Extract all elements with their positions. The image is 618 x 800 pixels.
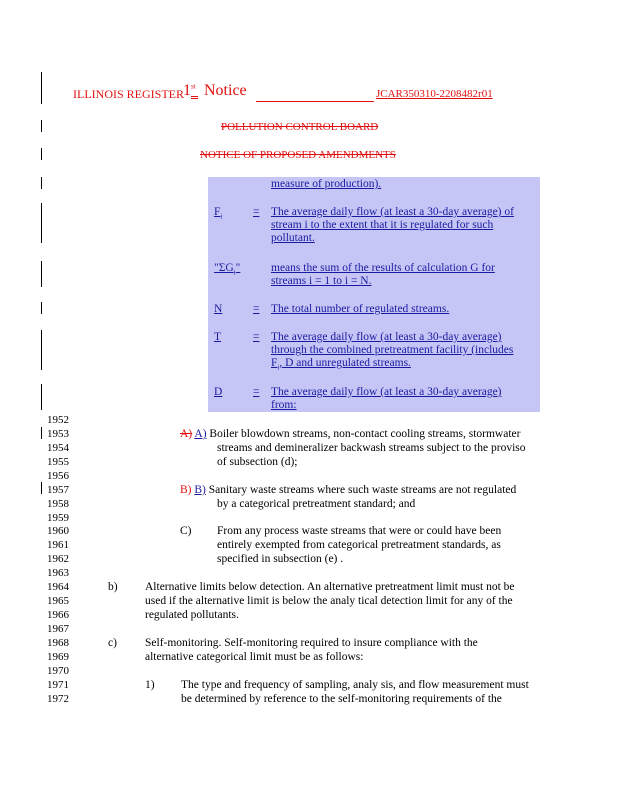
def-sg-line2: streams i = 1 to i = N. <box>271 275 372 287</box>
item-c-line2: entirely exempted from categorical pretreatment standards, as <box>217 539 501 551</box>
line-number: 1952 <box>47 414 69 426</box>
line-number: 1954 <box>47 442 69 454</box>
change-bar <box>41 482 42 494</box>
change-bar <box>41 177 42 189</box>
def-d-line2: from: <box>271 399 297 411</box>
board-title: POLLUTION CONTROL BOARD <box>221 121 379 133</box>
notice-num: 1 <box>183 82 191 99</box>
item-a-old-label: A) <box>180 428 193 440</box>
notice-underline <box>256 101 374 102</box>
def-fi-line3: pollutant. <box>271 232 315 244</box>
def-d-eq: = <box>253 386 260 398</box>
notice-spacer <box>191 84 198 100</box>
line-number: 1964 <box>47 581 69 593</box>
change-bar <box>41 384 42 410</box>
line-number: 1971 <box>47 679 69 691</box>
line-number: 1961 <box>47 539 69 551</box>
line-number: 1962 <box>47 553 69 565</box>
def-sg-symbol <box>214 262 240 280</box>
item-1-label: 1) <box>145 679 155 691</box>
def-t-line2: through the combined pretreatment facility (includes <box>271 344 514 356</box>
change-bar <box>41 261 42 287</box>
change-bar <box>41 203 42 243</box>
t-l3-sub: i <box>277 363 280 372</box>
def-t-line3 <box>271 357 411 375</box>
subsection-b-line1: Alternative limits below detection. An alternative pretreatment limit must not be <box>145 581 515 593</box>
def-fi-line2: stream i to the extent that it is regulated for such <box>271 219 494 231</box>
item-a-line3: of subsection (d); <box>217 456 298 468</box>
fi-sym: F <box>214 206 221 218</box>
line-number: 1970 <box>47 665 69 677</box>
item-b-text1: Sanitary waste streams where such waste streams are not regulated <box>205 484 517 496</box>
line-number: 1957 <box>47 484 69 496</box>
def-n-symbol: N <box>214 303 223 315</box>
line-number: 1966 <box>47 609 69 621</box>
change-bar <box>41 330 42 370</box>
change-bar <box>41 302 42 314</box>
measure-line: measure of production). <box>271 178 382 190</box>
subsection-c-label: c) <box>108 637 117 649</box>
line-number: 1958 <box>47 498 69 510</box>
amendments-title: NOTICE OF PROPOSED AMENDMENTS <box>200 149 396 161</box>
def-t-symbol: T <box>214 331 222 343</box>
def-sg-line1: means the sum of the results of calculation G for <box>271 262 495 274</box>
line-number: 1963 <box>47 567 69 579</box>
def-fi-eq: = <box>253 206 260 218</box>
item-a-line2: streams and demineralizer backwash streams subject to the proviso <box>217 442 526 454</box>
subsection-b-line3: regulated pollutants. <box>145 609 239 621</box>
item-1-line1: The type and frequency of sampling, analy sis, and flow measurement must <box>181 679 529 691</box>
line-number: 1967 <box>47 623 69 635</box>
item-a-line1 <box>180 428 520 441</box>
line-number: 1960 <box>47 525 69 537</box>
t-l3-b: , D and unregulated streams. <box>279 357 411 369</box>
item-b-line1 <box>180 484 516 497</box>
item-c-line3: specified in subsection (e) . <box>217 553 344 565</box>
item-b-new-label: B) <box>194 484 206 496</box>
def-t-eq: = <box>253 331 260 343</box>
change-bar <box>41 72 42 104</box>
def-d-symbol: D <box>214 386 223 398</box>
line-number: 1953 <box>47 428 69 440</box>
line-number: 1955 <box>47 456 69 468</box>
sg-sym: "ΣG <box>214 262 234 274</box>
item-a-new-label: A) <box>194 428 207 440</box>
notice-word: Notice <box>204 82 247 99</box>
t-l3-a: F <box>271 357 278 369</box>
fi-sub: i <box>220 212 223 221</box>
document-id: JCAR350310-2208482r01 <box>376 88 493 100</box>
change-bar <box>41 148 42 160</box>
item-1-line2: be determined by reference to the self-monitoring requirements of the <box>181 693 502 705</box>
item-b-line2: by a categorical pretreatment standard; and <box>217 498 416 510</box>
subsection-b-label: b) <box>108 581 118 593</box>
notice-sup: st <box>191 82 196 91</box>
sg-sub: i <box>233 268 236 277</box>
def-n-line1: The total number of regulated streams. <box>271 303 450 315</box>
def-fi-line1: The average daily flow (at least a 30-day average) of <box>271 206 514 218</box>
line-number: 1956 <box>47 470 69 482</box>
line-number: 1965 <box>47 595 69 607</box>
def-fi-symbol <box>214 206 222 224</box>
illinois-register-label: ILLINOIS REGISTER <box>73 87 184 101</box>
def-t-line1: The average daily flow (at least a 30-day average) <box>271 331 502 343</box>
subsection-b-line2: used if the alternative limit is below the analy tical detection limit for any of the <box>145 595 513 607</box>
item-a-text1: Boiler blowdown streams, non-contact cooling streams, stormwater <box>206 428 521 440</box>
subsection-c-line2: alternative categorical limit must be as follows: <box>145 651 364 663</box>
line-number: 1959 <box>47 512 69 524</box>
line-number: 1969 <box>47 651 69 663</box>
change-bar <box>41 427 42 439</box>
sg-end: " <box>235 262 241 274</box>
def-d-line1: The average daily flow (at least a 30-day average) <box>271 386 502 398</box>
item-b-old-label: B) <box>180 484 192 496</box>
def-n-eq: = <box>253 303 260 315</box>
item-c-line1: From any process waste streams that were or could have been <box>217 525 502 537</box>
line-number: 1972 <box>47 693 69 705</box>
subsection-c-line1: Self-monitoring. Self-monitoring required to insure compliance with the <box>145 637 478 649</box>
item-c-label: C) <box>180 525 192 537</box>
line-number: 1968 <box>47 637 69 649</box>
change-bar <box>41 120 42 132</box>
